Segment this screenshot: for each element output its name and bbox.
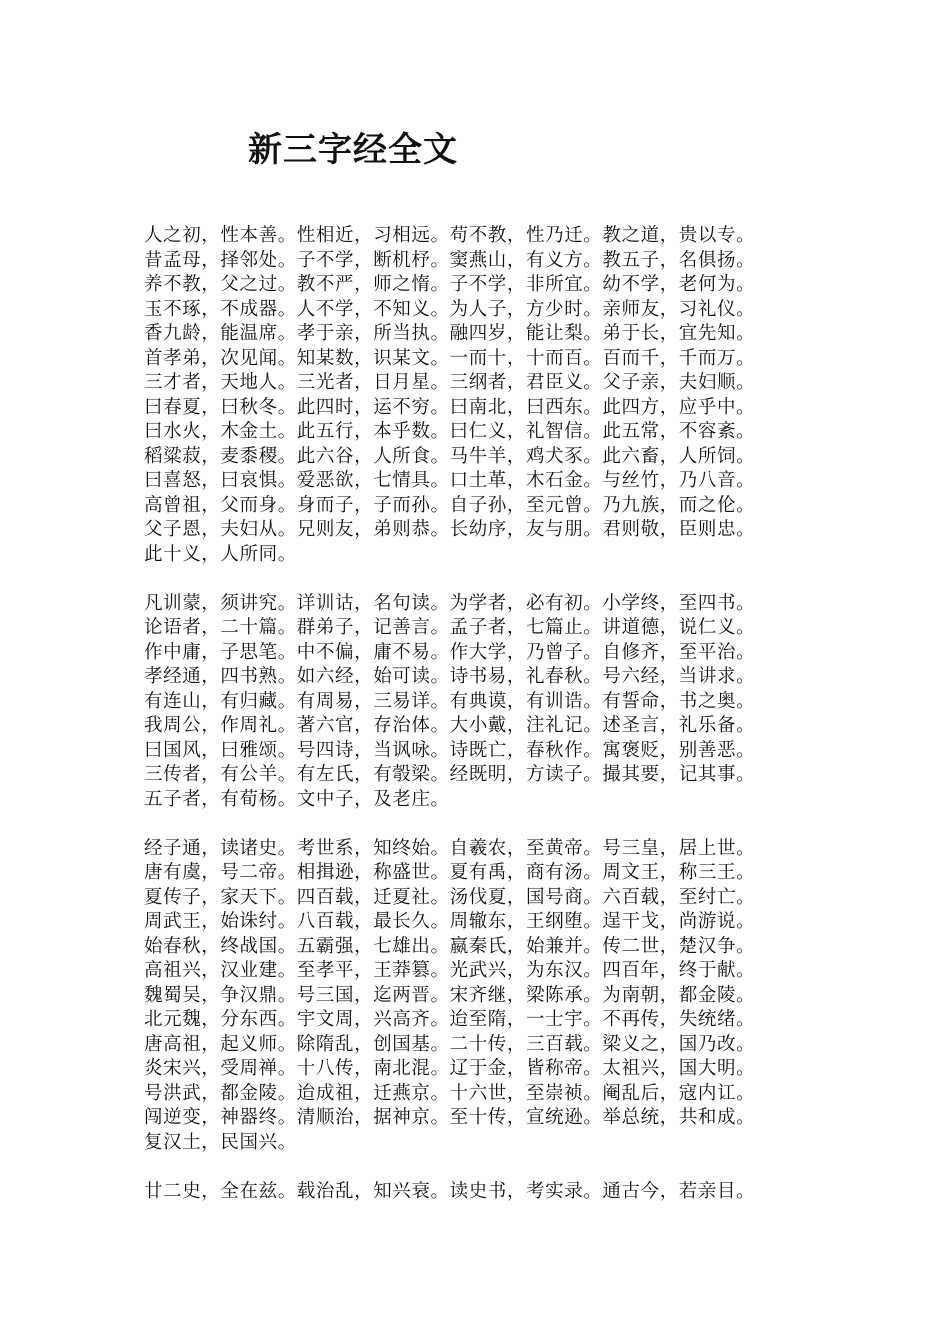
text-line: 人之初，性本善。性相近，习相远。苟不教，性乃迁。教之道，贵以专。 <box>144 225 756 246</box>
text-line: 稻粱菽，麦黍稷。此六谷，人所食。马牛羊，鸡犬豕。此六畜，人所饲。 <box>144 445 756 467</box>
text-line: 我周公，作周礼。著六官，存治体。大小戴，注礼记。述圣言，礼乐备。 <box>144 715 756 736</box>
text-line: 首孝弟，次见闻。知某数，识某文。一而十，十而百。百而千，千而万。 <box>144 347 756 369</box>
text-line: 昔孟母，择邻处。子不学，断机杼。窦燕山，有义方。教五子，名俱扬。 <box>144 249 756 271</box>
text-line: 魏蜀吴，争汉鼎。号三国，迄两晋。宋齐继，梁陈承。为南朝，都金陵。 <box>144 984 756 1006</box>
text-line: 曰喜怒，曰哀惧。爱恶欲，七情具。口土革，木石金。与丝竹，乃八音。 <box>144 470 756 491</box>
text-line: 闯逆变，神器终。清顺治，据神京。至十传，宣统逊。举总统，共和成。 <box>144 1107 756 1128</box>
text-line: 周武王，始诛纣。八百载，最长久。周辙东，王纲堕。逞干戈，尚游说。 <box>144 911 756 932</box>
paragraph <box>144 224 764 567</box>
page-title: 新三字经全文 <box>248 130 458 170</box>
text-line: 号洪武，都金陵。迨成祖，迁燕京。十六世，至崇祯。阉乱后，寇内讧。 <box>144 1082 756 1104</box>
text-line: 三才者，天地人。三光者，日月星。三纲者，君臣义。父子亲，夫妇顺。 <box>144 372 756 393</box>
text-line: 高曾祖，父而身。身而子，子而孙。自子孙，至元曾。乃九族，而之伦。 <box>144 494 756 516</box>
text-line: 经子通，读诸史。考世系，知终始。自羲农，至黄帝。号三皇，居上世。 <box>144 837 756 859</box>
text-line: 论语者，二十篇。群弟子，记善言。孟子者，七篇止。讲道德，说仁义。 <box>144 617 756 638</box>
text-line: 有连山，有归藏。有周易，三易详。有典谟，有训诰。有誓命，书之奥。 <box>144 690 756 712</box>
text-line: 香九龄，能温席。孝于亲，所当执。融四岁，能让梨。弟于长，宜先知。 <box>144 323 756 344</box>
paragraph <box>144 592 764 813</box>
text-line: 唐有虞，号二帝。相揖逊，称盛世。夏有禹，商有汤。周文王，称三王。 <box>144 862 756 883</box>
paragraph <box>144 1180 764 1205</box>
text-line: 此十义，人所同。 <box>144 543 297 565</box>
text-line: 作中庸，子思笔。中不偏，庸不易。作大学，乃曾子。自修齐，至平治。 <box>144 641 756 663</box>
text-line: 曰水火，木金土。此五行，本乎数。曰仁义，礼智信。此五常，不容紊。 <box>144 421 756 442</box>
text-line: 廿二史，全在兹。载治乱，知兴衰。读史书，考实录。通古今，若亲目。 <box>144 1180 756 1202</box>
text-line: 夏传子，家天下。四百载，迁夏社。汤伐夏，国号商。六百载，至纣亡。 <box>144 886 756 908</box>
text-line: 五子者，有荀杨。文中子，及老庄。 <box>144 788 450 810</box>
text-line: 父子恩，夫妇从。兄则友，弟则恭。长幼序，友与朋。君则敬，臣则忠。 <box>144 519 756 540</box>
text-line: 复汉土，民国兴。 <box>144 1131 297 1153</box>
text-line: 高祖兴，汉业建。至孝平，王莽篡。光武兴，为东汉。四百年，终于献。 <box>144 960 756 981</box>
text-line: 三传者，有公羊。有左氏，有彀梁。经既明，方读子。撮其要，记其事。 <box>144 764 756 785</box>
text-line: 孝经通，四书熟。如六经，始可读。诗书易，礼春秋。号六经，当讲求。 <box>144 666 756 687</box>
text-line: 玉不琢，不成器。人不学，不知义。为人子，方少时。亲师友，习礼仪。 <box>144 298 756 320</box>
text-line: 养不教，父之过。教不严，师之惰。子不学，非所宜。幼不学，老何为。 <box>144 274 756 295</box>
text-line: 炎宋兴，受周禅。十八传，南北混。辽于金，皆称帝。太祖兴，国大明。 <box>144 1058 756 1079</box>
text-line: 凡训蒙，须讲究。详训诂，名句读。为学者，必有初。小学终，至四书。 <box>144 592 756 614</box>
text-line: 曰春夏，曰秋冬。此四时，运不穷。曰南北，曰西东。此四方，应乎中。 <box>144 396 756 418</box>
text-line: 北元魏，分东西。宇文周，兴高齐。迨至隋，一士宇。不再传，失统绪。 <box>144 1009 756 1030</box>
text-line: 唐高祖，起义师。除隋乱，创国基。二十传，三百载。梁义之，国乃改。 <box>144 1033 756 1055</box>
text-line: 曰国风，曰雅颂。号四诗，当讽咏。诗既亡，春秋作。寓褒贬，别善恶。 <box>144 739 756 761</box>
text-line: 始春秋，终战国。五霸强，七雄出。嬴秦氏，始兼并。传二世，楚汉争。 <box>144 935 756 957</box>
paragraph <box>144 837 764 1156</box>
document-body <box>144 224 764 1229</box>
